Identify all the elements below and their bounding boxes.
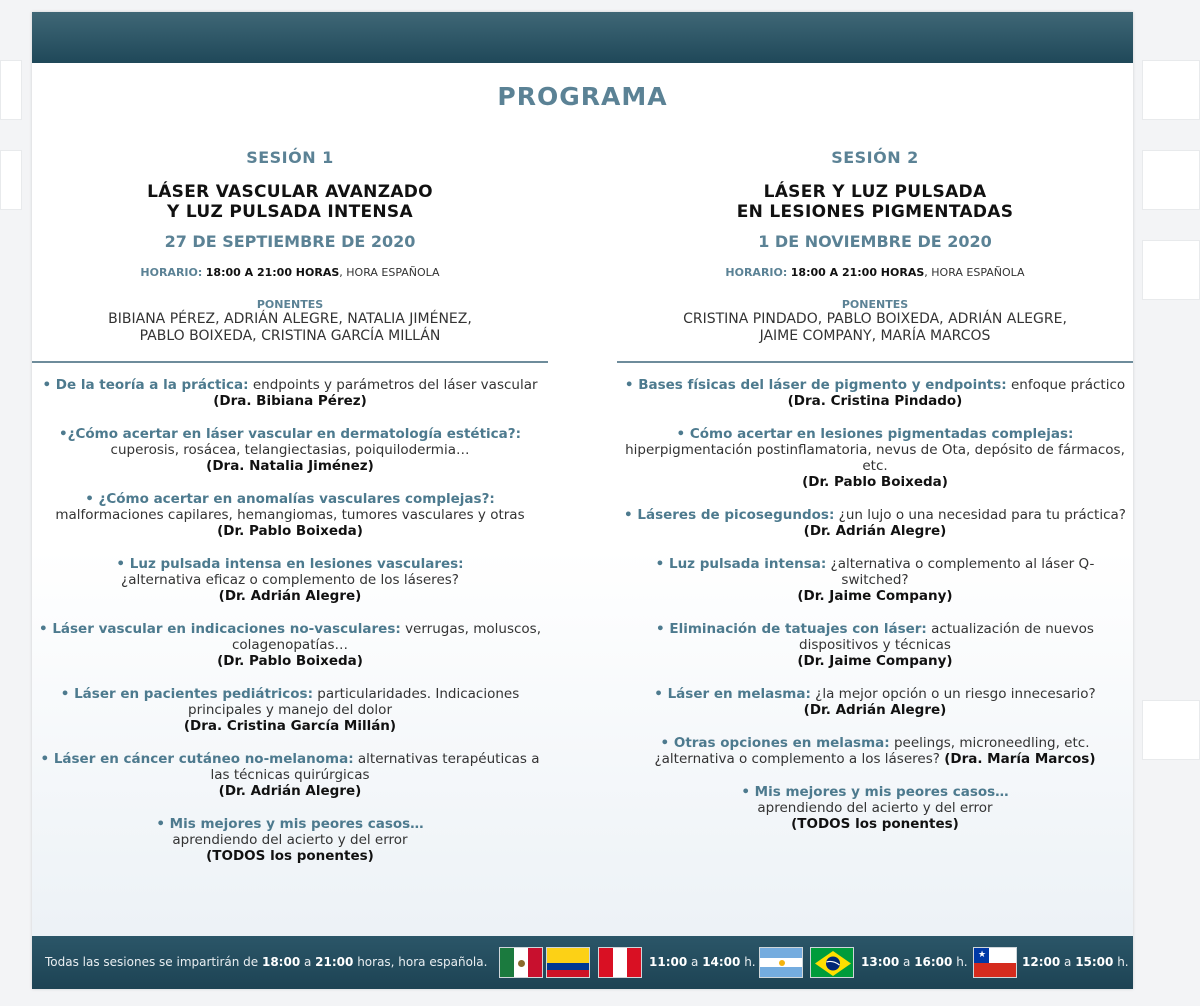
topic-speaker: (Dra. Cristina García Millán): [183, 718, 397, 734]
topic-text: enfoque práctico: [1006, 377, 1126, 393]
page-title: PROGRAMA: [497, 82, 668, 111]
topic-speaker: (Dr. Pablo Boixeda): [217, 523, 363, 539]
footer-text: horas, hora española.: [353, 955, 488, 969]
topic-speaker: (Dra. Natalia Jiménez): [206, 458, 374, 474]
topic-text: malformaciones capilares, hemangiomas, tumores vasculares y otras: [55, 507, 525, 523]
peru-flag-icon: [598, 947, 642, 978]
schedule-suffix: , HORA ESPAÑOLA: [339, 266, 440, 279]
topic-title: • Láseres de picosegundos:: [624, 507, 835, 523]
topic-text: ¿alternativa eficaz o complemento de los láseres?: [121, 572, 459, 588]
footer-note: [45, 955, 487, 969]
topic-title: •¿Cómo acertar en láser vascular en dermatología estética?:: [58, 426, 521, 442]
topic-speaker: (Dr. Jaime Company): [797, 588, 953, 604]
topic-text: verrugas, moluscos, colagenopatías…: [231, 621, 542, 653]
topic-title: • ¿Cómo acertar en anomalías vasculares complejas?:: [85, 491, 495, 507]
argentina-flag-icon: [759, 947, 803, 978]
topic-item: [617, 784, 1133, 832]
header-band: [32, 12, 1133, 63]
speakers-line: PABLO BOIXEDA, CRISTINA GARCÍA MILLÁN: [139, 328, 441, 344]
background-tile: [1142, 700, 1200, 760]
topic-text: hiperpigmentación postinflamatoria, nevus de Ota, depósito de fármacos, etc.: [625, 442, 1125, 474]
session-2-column: [617, 148, 1133, 849]
topic-title: • Luz pulsada intensa:: [655, 556, 827, 572]
topic-speaker: (Dr. Pablo Boixeda): [217, 653, 363, 669]
topic-text: aprendiendo del acierto y del error: [757, 800, 993, 816]
time-range-2: [861, 955, 968, 969]
time-unit: h.: [952, 955, 968, 969]
topic-speaker: (Dr. Adrián Alegre): [218, 588, 362, 604]
speakers-line: CRISTINA PINDADO, PABLO BOIXEDA, ADRIÁN ALEGRE,: [683, 311, 1067, 327]
time-range-3: [1022, 955, 1129, 969]
divider: [32, 361, 548, 363]
topic-speaker: (Dr. Adrián Alegre): [803, 702, 947, 718]
topic-title: • Láser en cáncer cutáneo no-melanoma:: [40, 751, 354, 767]
topic-item: [617, 735, 1133, 767]
topic-speaker: (Dra. Bibiana Pérez): [213, 393, 367, 409]
session-label: SESIÓN 2: [831, 148, 919, 167]
topic-text: actualización de nuevos dispositivos y técnicas: [799, 621, 1094, 653]
speakers-line: JAIME COMPANY, MARÍA MARCOS: [759, 328, 991, 344]
brazil-flag-icon: [810, 947, 854, 978]
session-title-line: Y LUZ PULSADA INTENSA: [167, 202, 413, 222]
background-tile: [1142, 60, 1200, 120]
topic-title: • Cómo acertar en lesiones pigmentadas complejas:: [676, 426, 1074, 442]
topic-title: • Otras opciones en melasma:: [660, 735, 890, 751]
topic-title: • Láser en melasma:: [654, 686, 811, 702]
topic-item: [32, 686, 548, 734]
session-title-line: EN LESIONES PIGMENTADAS: [736, 202, 1014, 222]
time-end: 16:00: [914, 955, 953, 969]
session-schedule: [617, 266, 1133, 280]
topic-item: [617, 377, 1133, 409]
time-sep: a: [1060, 955, 1076, 969]
topic-speaker: (Dr. Jaime Company): [797, 653, 953, 669]
topic-speaker: (TODOS los ponentes): [206, 848, 374, 864]
divider: [617, 361, 1133, 363]
topic-text: peelings, microneedling, etc. ¿alternativa o complemento a los láseres?: [654, 735, 1090, 767]
background-tile: [0, 150, 22, 210]
session-date: 1 DE NOVIEMBRE DE 2020: [758, 232, 992, 251]
topic-title: • Eliminación de tatuajes con láser:: [656, 621, 927, 637]
footer-band: [32, 936, 1133, 989]
topic-item: [32, 621, 548, 669]
schedule-suffix: , HORA ESPAÑOLA: [924, 266, 1025, 279]
mexico-flag-icon: [499, 947, 543, 978]
topic-speaker: (Dr. Adrián Alegre): [803, 523, 947, 539]
schedule-hours: 18:00 A 21:00 HORAS: [790, 266, 925, 279]
topic-text: cuperosis, rosácea, telangiectasias, poiquilodermia…: [110, 442, 470, 458]
session-title-line: LÁSER Y LUZ PULSADA: [763, 182, 987, 202]
schedule-label: HORARIO:: [725, 266, 788, 279]
background-tile: [0, 60, 22, 120]
topic-item: [32, 751, 548, 799]
schedule-label: HORARIO:: [140, 266, 203, 279]
session-label: SESIÓN 1: [246, 148, 334, 167]
brazil-flag-graphic: [811, 948, 854, 978]
session-schedule: [32, 266, 548, 280]
program-flyer: [32, 12, 1133, 989]
session-1-column: [32, 148, 548, 881]
time-end: 15:00: [1075, 955, 1114, 969]
topic-text: alternativas terapéuticas a las técnicas quirúrgicas: [210, 751, 540, 783]
topic-item: [617, 686, 1133, 718]
topic-list: [32, 377, 548, 864]
topic-item: [32, 491, 548, 539]
topic-item: [32, 426, 548, 474]
time-unit: h.: [1113, 955, 1129, 969]
footer-end-time: 21:00: [315, 955, 354, 969]
topic-title: • De la teoría a la práctica:: [42, 377, 249, 393]
colombia-flag-icon: [546, 947, 590, 978]
speakers-list: [32, 311, 548, 345]
session-date: 27 DE SEPTIEMBRE DE 2020: [164, 232, 416, 251]
star-icon: ★: [978, 950, 987, 960]
topic-speaker: (Dr. Adrián Alegre): [218, 783, 362, 799]
topic-text: ¿la mejor opción o un riesgo innecesario?: [810, 686, 1096, 702]
time-unit: h.: [740, 955, 756, 969]
topic-item: [617, 556, 1133, 604]
speakers-label: PONENTES: [256, 298, 324, 311]
speakers-list: [617, 311, 1133, 345]
session-title: [617, 182, 1133, 222]
topic-text: ¿alternativa o complemento al láser Q-switched?: [826, 556, 1095, 588]
time-end: 14:00: [702, 955, 741, 969]
topic-item: [32, 816, 548, 864]
topic-title: • Bases físicas del láser de pigmento y endpoints:: [624, 377, 1007, 393]
topic-item: [617, 507, 1133, 539]
topic-speaker: (Dr. Pablo Boixeda): [802, 474, 948, 490]
footer-start-time: 18:00: [261, 955, 301, 969]
topic-item: [32, 556, 548, 604]
topic-title: • Luz pulsada intensa en lesiones vasculares:: [116, 556, 464, 572]
topic-item: [32, 377, 548, 409]
topic-title: • Láser en pacientes pediátricos:: [60, 686, 313, 702]
topic-list: [617, 377, 1133, 832]
topic-text: ¿un lujo o una necesidad para tu práctica?: [834, 507, 1126, 523]
topic-speaker: (Dra. María Marcos): [944, 751, 1096, 767]
session-title-line: LÁSER VASCULAR AVANZADO: [147, 182, 433, 202]
topic-text: particularidades. Indicaciones principales y manejo del dolor: [188, 686, 520, 718]
topic-title: • Mis mejores y mis peores casos…: [156, 816, 424, 832]
speakers-line: BIBIANA PÉREZ, ADRIÁN ALEGRE, NATALIA JIMÉNEZ,: [108, 311, 472, 327]
time-sep: a: [899, 955, 915, 969]
topic-item: [617, 621, 1133, 669]
topic-speaker: (TODOS los ponentes): [791, 816, 959, 832]
topic-speaker: (Dra. Cristina Pindado): [787, 393, 963, 409]
time-start: 12:00: [1022, 955, 1061, 969]
time-start: 11:00: [649, 955, 688, 969]
session-title: [32, 182, 548, 222]
schedule-hours: 18:00 A 21:00 HORAS: [205, 266, 340, 279]
time-sep: a: [687, 955, 703, 969]
background-tile: [1142, 150, 1200, 210]
time-range-1: [649, 955, 756, 969]
topic-item: [617, 426, 1133, 490]
topic-text: endpoints y parámetros del láser vascular: [248, 377, 538, 393]
chile-flag-icon: [973, 947, 1017, 978]
topic-title: • Mis mejores y mis peores casos…: [741, 784, 1009, 800]
topic-text: aprendiendo del acierto y del error: [172, 832, 408, 848]
background-tile: [1142, 240, 1200, 300]
topic-title: • Láser vascular en indicaciones no-vasculares:: [38, 621, 401, 637]
footer-text: Todas las sesiones se impartirán de: [45, 955, 262, 969]
speakers-label: PONENTES: [841, 298, 909, 311]
footer-text: a: [300, 955, 316, 969]
time-start: 13:00: [861, 955, 900, 969]
